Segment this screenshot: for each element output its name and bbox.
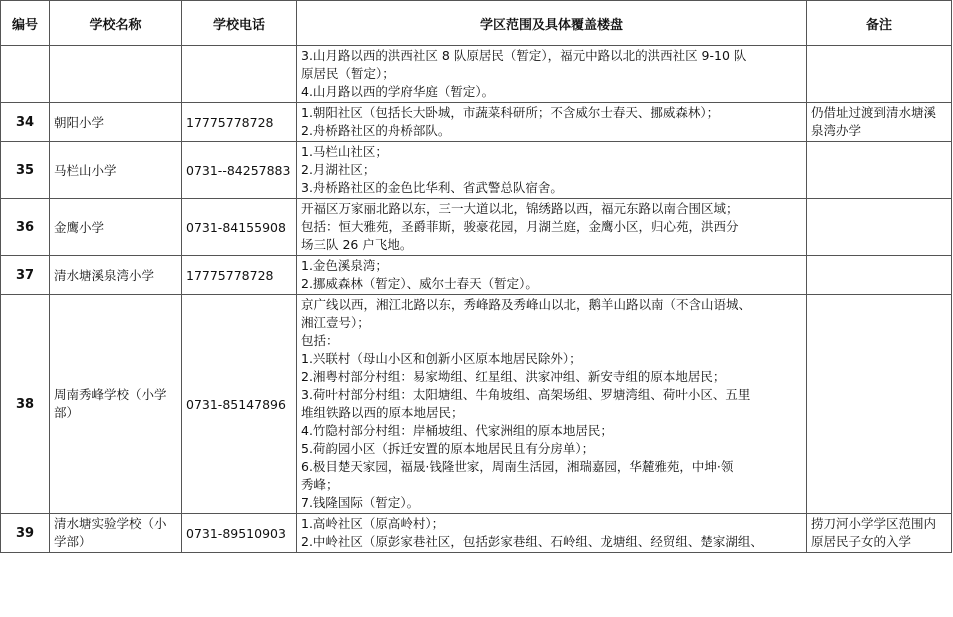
scope-line: 6.极目楚天家园，福晟·钱隆世家，周南生活园，湘瑞嘉园，华麓雅苑，中坤·领 (301, 459, 734, 474)
table-row (1, 256, 952, 295)
row-number: 36 (1, 199, 50, 256)
header-school-name: 学校名称 (50, 1, 182, 46)
scope-line: 7.钱隆国际（暂定）。 (301, 495, 420, 510)
row-number: 38 (1, 295, 50, 514)
scope-line: 湘江壹号）； (301, 315, 370, 330)
scope-line: 3.山月路以西的洪西社区 8 队原居民（暂定），福元中路以北的洪西社区 9-10 队 (301, 48, 747, 63)
school-name: 金鹰小学 (50, 199, 182, 256)
row-number: 34 (1, 103, 50, 142)
school-name: 马栏山小学 (50, 142, 182, 199)
scope-line: 2.湘粤村部分村组：易家坳组、红星组、洪家冲组、新安寺组的原本地居民； (301, 369, 726, 384)
district-scope (297, 142, 807, 199)
scope-line: 开福区万家丽北路以东，三一大道以北，锦绣路以西，福元东路以南合围区域； (301, 201, 739, 216)
scope-line: 秀峰； (301, 477, 339, 492)
district-scope (297, 103, 807, 142)
scope-line: 1.金色溪泉湾； (301, 258, 388, 273)
school-phone: 0731-89510903 (182, 514, 297, 553)
header-note: 备注 (807, 1, 952, 46)
table-header-row (1, 1, 952, 46)
scope-line: 2.挪威森林（暂定）、威尔士春天（暂定）。 (301, 276, 538, 291)
scope-line: 1.朝阳社区（包括长大卧城，市蔬菜科研所；不含威尔士春天、挪威森林）； (301, 105, 720, 120)
district-scope (297, 514, 807, 553)
note (807, 46, 952, 103)
table-row (1, 295, 952, 514)
school-phone: 0731-84155908 (182, 199, 297, 256)
row-number (1, 46, 50, 103)
table-row (1, 514, 952, 553)
scope-line: 2.月湖社区； (301, 162, 376, 177)
table-row (1, 46, 952, 103)
note (807, 256, 952, 295)
district-scope (297, 199, 807, 256)
school-phone (182, 46, 297, 103)
table-row (1, 199, 952, 256)
school-phone: 0731-85147896 (182, 295, 297, 514)
district-scope (297, 46, 807, 103)
scope-line: 4.山月路以西的学府华庭（暂定）。 (301, 84, 495, 99)
scope-line: 京广线以西，湘江北路以东，秀峰路及秀峰山以北，鹅羊山路以南（不含山语城、 (301, 297, 752, 312)
school-name-text: 清水塘实验学校（小学部） (54, 516, 167, 549)
scope-line: 1.马栏山社区； (301, 144, 388, 159)
school-name-text: 周南秀峰学校（小学部） (54, 387, 167, 420)
row-number: 35 (1, 142, 50, 199)
school-name (50, 514, 182, 553)
note (807, 103, 952, 142)
note (807, 142, 952, 199)
note-text: 捞刀河小学学区范围内原居民子女的入学 (811, 516, 937, 549)
scope-line: 2.中岭社区（原彭家巷社区，包括彭家巷组、石岭组、龙塘组、经贸组、楚家湖组、 (301, 534, 763, 549)
school-name (50, 46, 182, 103)
scope-line: 4.竹隐村部分村组：岸桶坡组、代家洲组的原本地居民； (301, 423, 613, 438)
district-scope (297, 295, 807, 514)
note-text: 仍借址过渡到清水塘溪泉湾办学 (811, 105, 937, 138)
note (807, 514, 952, 553)
row-number: 39 (1, 514, 50, 553)
header-number: 编号 (1, 1, 50, 46)
school-name: 清水塘溪泉湾小学 (50, 256, 182, 295)
table-row (1, 103, 952, 142)
school-phone: 0731--84257883 (182, 142, 297, 199)
school-name (50, 295, 182, 514)
school-phone: 17775778728 (182, 256, 297, 295)
school-name: 朝阳小学 (50, 103, 182, 142)
scope-line: 包括： (301, 333, 339, 348)
row-number: 37 (1, 256, 50, 295)
scope-line: 5.荷韵园小区（拆迁安置的原本地居民且有分房单）； (301, 441, 595, 456)
scope-line: 原居民（暂定）； (301, 66, 395, 81)
school-phone: 17775778728 (182, 103, 297, 142)
scope-line: 堆组铁路以西的原本地居民； (301, 405, 464, 420)
header-school-phone: 学校电话 (182, 1, 297, 46)
note (807, 199, 952, 256)
scope-line: 包括：恒大雅苑，圣爵菲斯，骏豪花园，月湖兰庭，金鹰小区，归心苑，洪西分 (301, 219, 739, 234)
note (807, 295, 952, 514)
header-district-scope: 学区范围及具体覆盖楼盘 (297, 1, 807, 46)
table-row (1, 142, 952, 199)
scope-line: 2.舟桥路社区的舟桥部队。 (301, 123, 451, 138)
scope-line: 1.兴联村（母山小区和创新小区原本地居民除外）； (301, 351, 582, 366)
district-scope (297, 256, 807, 295)
scope-line: 1.高岭社区（原高岭村）； (301, 516, 445, 531)
scope-line: 3.舟桥路社区的金色比华利、省武警总队宿舍。 (301, 180, 563, 195)
scope-line: 场三队 26 户飞地。 (301, 237, 413, 252)
scope-line: 3.荷叶村部分村组：太阳塘组、牛角坡组、高架场组、罗塘湾组、荷叶小区、五里 (301, 387, 751, 402)
